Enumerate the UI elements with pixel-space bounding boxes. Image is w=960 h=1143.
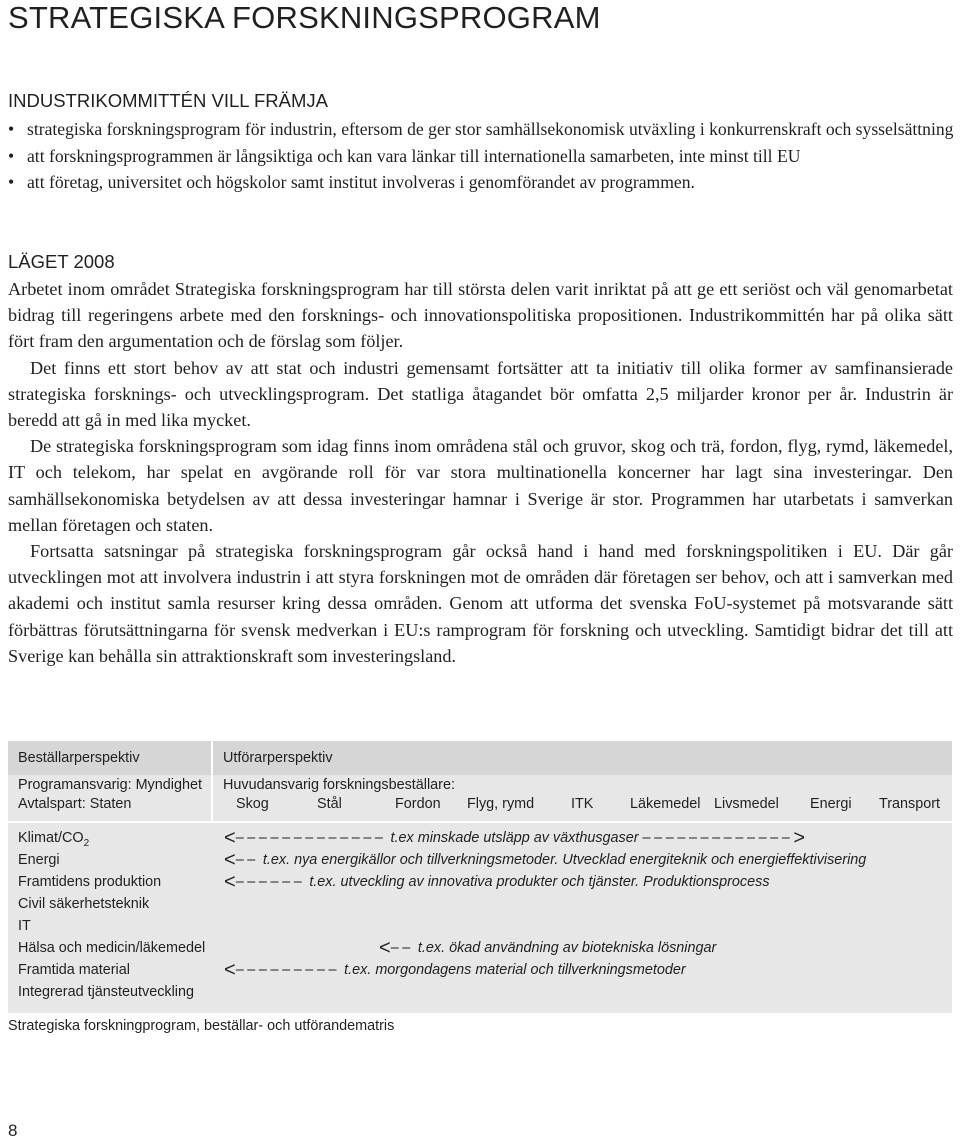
program-it: IT	[18, 918, 31, 934]
paragraph: Fortsatta satsningar på strategiska forskningsprogram går också hand i hand med forskningspolitiken i EU. Där går utvecklingen mot att involvera industrin i att styra forskningen mot de områden där företagen ser behov, och att i samverkan med akademi och institut samla resurser kring dessa områden. Genom att utforma det svenska FoU-systemet på motsvarande sätt förbättras förutsättningarna för svensk medverkan i EU:s ramprogram för forskning och utveckling. Samtidigt bidrar det till att Sverige kan behålla sin attraktionskraft som investeringsland.	[8, 541, 953, 666]
sector-skog: Skog	[236, 796, 269, 812]
program-energi: Energi	[18, 852, 60, 868]
page-title: STRATEGISKA FORSKNINGSPROGRAM	[8, 0, 601, 35]
arrow-left-icon: <	[224, 959, 236, 981]
dashed-line: –––––––––––––	[642, 830, 794, 846]
body-text	[8, 276, 953, 669]
matrix-caption: Strategiska forskningprogram, beställar- och utförandematris	[8, 1018, 395, 1034]
bullet-list	[8, 116, 958, 196]
matrix-divider-horizontal	[8, 821, 952, 823]
dashed-line: –––––––––––––	[235, 830, 387, 846]
bullet-item: • strategiska forskningsprogram för industrin, eftersom de ger stor samhällsekonomisk utväxling i konkurrenskraft och sysselsättning	[8, 116, 958, 143]
dashed-line: –––––––––	[235, 962, 341, 978]
dashed-line: ––	[235, 852, 259, 868]
sector-stal: Stål	[317, 796, 342, 812]
arrow-left-icon: <	[379, 937, 391, 959]
sector-livsmedel: Livsmedel	[714, 796, 779, 812]
program-responsible: Programansvarig: Myndighet	[18, 777, 202, 793]
annotation-halsa: <–– t.ex. ökad användning av biotekniska lösningar	[379, 937, 717, 959]
section-heading-industrikommitten: INDUSTRIKOMMITTÉN VILL FRÄMJA	[8, 90, 329, 111]
sector-energi: Energi	[810, 796, 852, 812]
program-klimat: Klimat/$CO_2$	[18, 830, 90, 849]
dashed-line: ––––––	[235, 874, 306, 890]
matrix-header-band	[8, 741, 952, 775]
sector-flyg-rymd: Flyg, rymd	[467, 796, 535, 812]
header-bestallarperspektiv: Beställarperspektiv	[18, 750, 140, 766]
contract-party: Avtalspart: Staten	[18, 796, 132, 812]
sector-transport: Transport	[879, 796, 941, 812]
annotation-energi: <–– t.ex. nya energikällor och tillverkningsmetoder. Utvecklad energiteknik och energieffektivisering	[224, 849, 867, 871]
paragraph: De strategiska forskningsprogram som idag finns inom områdena stål och gruvor, skog och trä, fordon, flyg, rymd, läkemedel, IT och telekom, har spelat en avgörande roll för var stora multinationella koncerner har lagt sina investeringar. Den samhällsekonomiska betydelsen av att dessa investeringar hamnar i Sverige är stor. Programmen har utarbetats i samverkan mellan företagen och staten.	[8, 436, 953, 535]
paragraph: Arbetet inom området Strategiska forskningsprogram har till största delen varit inriktat på att ge ett seriöst och väl genomarbetat bidrag till regeringens arbete med den forsknings- och innovationspolitiska propositionen. Industrikommittén har på olika sätt fört fram den argumentation och de förslag som följer.	[8, 279, 953, 352]
bullet-item: • att forskningsprogrammen är långsiktiga och kan vara länkar till internationella samarbeten, inte minst till EU	[8, 143, 958, 170]
sector-fordon: Fordon	[395, 796, 441, 812]
annotation-produktion: <–––––– t.ex. utveckling av innovativa produkter och tjänster. Produktionsprocess	[224, 871, 770, 893]
program-integrerad-tjansteutveckling: Integrerad tjänsteutveckling	[18, 984, 194, 1000]
program-halsa-medicin: Hälsa och medicin/läkemedel	[18, 940, 206, 956]
main-responsible-label: Huvudansvarig forskningsbeställare:	[223, 777, 455, 793]
program-civil-sakerhetsteknik: Civil säkerhetsteknik	[18, 896, 150, 912]
arrow-right-icon: >	[793, 827, 806, 849]
program-framtida-material: Framtida material	[18, 962, 130, 978]
annotation-material: <––––––––– t.ex. morgondagens material och tillverkningsmetoder	[224, 959, 686, 981]
header-utforarperspektiv: Utförarperspektiv	[223, 750, 333, 766]
arrow-left-icon: <	[224, 849, 236, 871]
arrow-left-icon: <	[224, 871, 236, 893]
page-number: 8	[8, 1121, 18, 1140]
annotation-klimat: <––––––––––––– t.ex minskade utsläpp av växthusgaser –––––––––––––>	[224, 827, 806, 849]
arrow-left-icon: <	[224, 827, 236, 849]
section-heading-laget-2008: LÄGET 2008	[8, 251, 115, 272]
bullet-item: • att företag, universitet och högskolor samt institut involveras i genomförandet av programmen.	[8, 169, 958, 196]
sector-lakemedel: Läkemedel	[630, 796, 701, 812]
paragraph: Det finns ett stort behov av att stat och industri gemensamt fortsätter att ta initiativ till olika former av samfinansierade strategiska forsknings- och utvecklingsprogram. Det statliga åtagandet bör omfatta 2,5 miljarder kronor per år. Industrin är beredd att gå in med lika mycket.	[8, 357, 953, 431]
program-framtidens-produktion: Framtidens produktion	[18, 874, 162, 890]
matrix-divider-vertical	[211, 741, 213, 821]
sector-itk: ITK	[571, 796, 594, 812]
ordering-execution-matrix	[8, 741, 952, 1013]
dashed-line: ––	[390, 940, 414, 956]
